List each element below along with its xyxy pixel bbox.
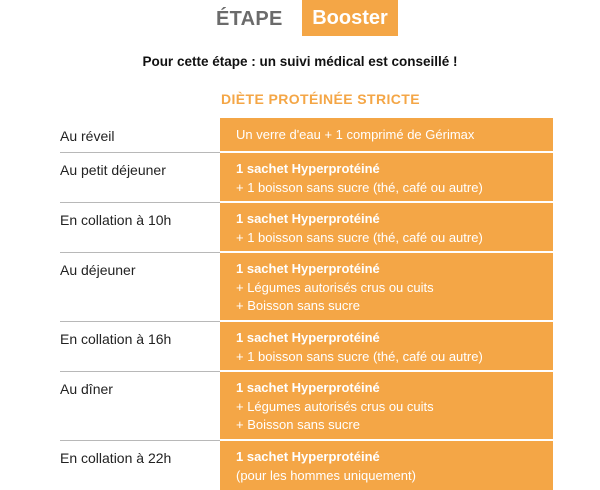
product-line: 1 sachet Hyperprotéiné: [236, 330, 380, 345]
cell-divider: [220, 201, 553, 203]
product-line: 1 sachet Hyperprotéiné: [236, 380, 380, 395]
table-row: [0, 152, 600, 202]
meal-label: En collation à 10h: [60, 212, 172, 228]
meal-label: En collation à 22h: [60, 450, 172, 466]
meal-content-cell: [220, 202, 553, 252]
table-row: [0, 321, 600, 371]
detail-line: + 1 boisson sans sucre (thé, café ou autre): [236, 229, 483, 245]
meal-label: Au dîner: [60, 381, 113, 397]
detail-line: + 1 boisson sans sucre (thé, café ou autre): [236, 179, 483, 195]
detail-line: + Légumes autorisés crus ou cuits: [236, 398, 434, 414]
meal-label: Au petit déjeuner: [60, 162, 166, 178]
row-divider: [60, 252, 220, 253]
table-row: [0, 202, 600, 252]
row-divider: [60, 440, 220, 441]
meal-content-cell: [220, 321, 553, 371]
meal-label: Au déjeuner: [60, 262, 136, 278]
row-divider: [60, 321, 220, 322]
detail-line: (pour les hommes uniquement): [236, 467, 416, 483]
meal-content-cell: [220, 252, 553, 321]
detail-line: + Boisson sans sucre: [236, 417, 360, 432]
table-row: [0, 118, 600, 152]
booster-badge: Booster: [302, 0, 398, 36]
detail-line: + 1 boisson sans sucre (thé, café ou autre): [236, 348, 483, 364]
meal-label: En collation à 16h: [60, 331, 172, 347]
etape-label: ÉTAPE: [216, 8, 283, 30]
product-line: 1 sachet Hyperprotéiné: [236, 211, 380, 226]
product-line: 1 sachet Hyperprotéiné: [236, 449, 380, 464]
section-title: DIÈTE PROTÉINÉE STRICTE: [221, 91, 420, 107]
row-divider: [60, 152, 220, 153]
row-divider: [60, 202, 220, 203]
subtitle: Pour cette étape : un suivi médical est conseillé !: [142, 54, 458, 69]
detail-line: + Boisson sans sucre: [236, 298, 360, 313]
table-row: [0, 252, 600, 321]
cell-divider: [220, 251, 553, 253]
cell-divider: [220, 320, 553, 322]
header: [0, 0, 600, 40]
cell-divider: [220, 439, 553, 441]
product-line: 1 sachet Hyperprotéiné: [236, 261, 380, 276]
detail-line: + Légumes autorisés crus ou cuits: [236, 279, 434, 295]
table-row: [0, 371, 600, 440]
table-row: [0, 440, 600, 490]
detail-line: Un verre d'eau + 1 comprimé de Gérimax: [236, 127, 475, 142]
cell-divider: [220, 370, 553, 372]
meal-content-cell: [220, 118, 553, 152]
meal-content-cell: [220, 152, 553, 202]
meal-content-cell: [220, 371, 553, 440]
meal-label: Au réveil: [60, 128, 115, 144]
product-line: 1 sachet Hyperprotéiné: [236, 161, 380, 176]
cell-divider: [220, 151, 553, 153]
row-divider: [60, 371, 220, 372]
meal-content-cell: [220, 440, 553, 490]
